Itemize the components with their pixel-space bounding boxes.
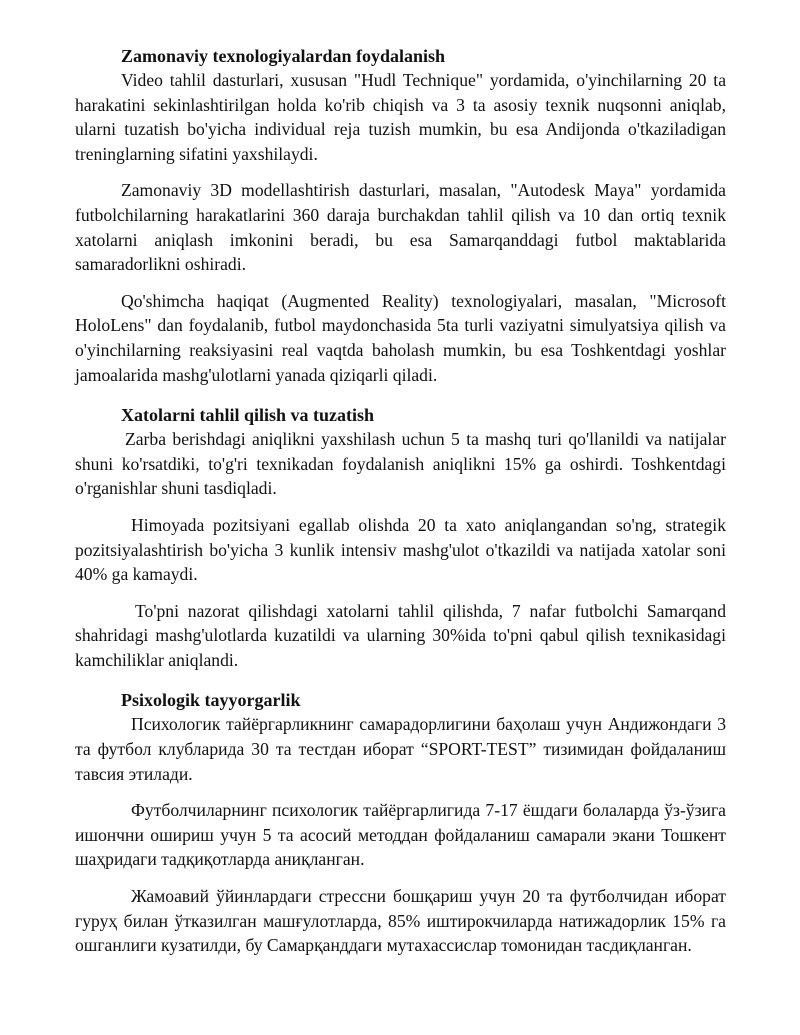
paragraph: To'pni nazorat qilishdagi xatolarni tahlil qilishda, 7 nafar futbolchi Samarqand shahridagi mashg'ulotlarda kuzatildi va ularning 30%ida to'pni qabul qilish texnikasidagi kamchiliklar aniqlandi. xyxy=(75,600,726,670)
paragraph: Психологик тайёргарликнинг самарадорлигини баҳолаш учун Андижондаги 3 та футбол клубларида 30 та тестдан иборат “SPORT-TEST” тизимидан фойдаланиш тавсия этилади. xyxy=(75,714,726,784)
section-modern-technologies xyxy=(75,44,726,387)
paragraph: Футболчиларнинг психологик тайёргарлигида 7-17 ёшдаги болаларда ўз-ўзига ишончни ошириш учун 5 та асосий методдан фойдаланиш самарали экани Тошкент шаҳридаги тадқиқотларда аниқланган. xyxy=(75,800,726,870)
paragraph: Zamonaviy 3D modellashtirish dasturlari, masalan, "Autodesk Maya" yordamida futbolchilarning harakatlarini 360 daraja burchakdan tahlil qilish va 10 dan ortiq texnik xatolarni aniqlash imkonini beradi, bu esa Samarqanddagi futbol maktablarida samaradorlikni oshiradi. xyxy=(75,180,726,275)
paragraph: Qo'shimcha haqiqat (Augmented Reality) texnologiyalari, masalan, "Microsoft HoloLens" dan foydalanib, futbol maydonchasida 5ta turli vaziyatni simulyatsiya qilish va o'yinchilarning reaksiyasini real vaqtda baholash mumkin, bu esa Toshkentdagi yoshlar jamoalarida mashg'ulotlarni yanada qiziqarli qiladi. xyxy=(75,290,726,385)
paragraph: Himoyada pozitsiyani egallab olishda 20 ta xato aniqlangandan so'ng, strategik pozitsiyalashtirish bo'yicha 3 kunlik intensiv mashg'ulot o'tkazildi va natijada xatolar soni 40% ga kamaydi. xyxy=(75,514,726,585)
section-heading: Psixologik tayyorgarlik xyxy=(121,690,301,711)
section-error-analysis xyxy=(75,403,726,672)
paragraph: Жамоавий ўйинлардаги стрессни бошқариш учун 20 та футболчидан иборат гуруҳ билан ўтказилган машғулотларда, 85% иштирокчиларда натижадорлик 15% га ошганлиги кузатилди, бу Самарқанддаги мутахассислар томонидан тасдиқланган. xyxy=(75,886,726,956)
paragraph: Zarba berishdagi aniqlikni yaxshilash uchun 5 ta mashq turi qo'llanildi va natijalar shuni ko'rsatdiki, to'g'ri texnikadan foydalanish aniqlikni 15% ga oshirdi. Toshkentdagi o'rganishlar shuni tasdiqladi. xyxy=(75,429,726,499)
section-heading: Xatolarni tahlil qilish va tuzatish xyxy=(121,405,375,426)
paragraph: Video tahlil dasturlari, xususan "Hudl Technique" yordamida, o'yinchilarning 20 ta harakatini sekinlashtirilgan holda ko'rib chiqish va 3 ta asosiy texnik nuqsonni aniqlab, ularni tuzatish bo'yicha individual reja tuzish mumkin, bu esa Andijonda o'tkaziladigan treninglarning sifatini yaxshilaydi. xyxy=(75,70,726,164)
section-psychological-preparation xyxy=(75,688,726,957)
section-heading: Zamonaviy texnologiyalardan foydalanish xyxy=(121,46,446,66)
